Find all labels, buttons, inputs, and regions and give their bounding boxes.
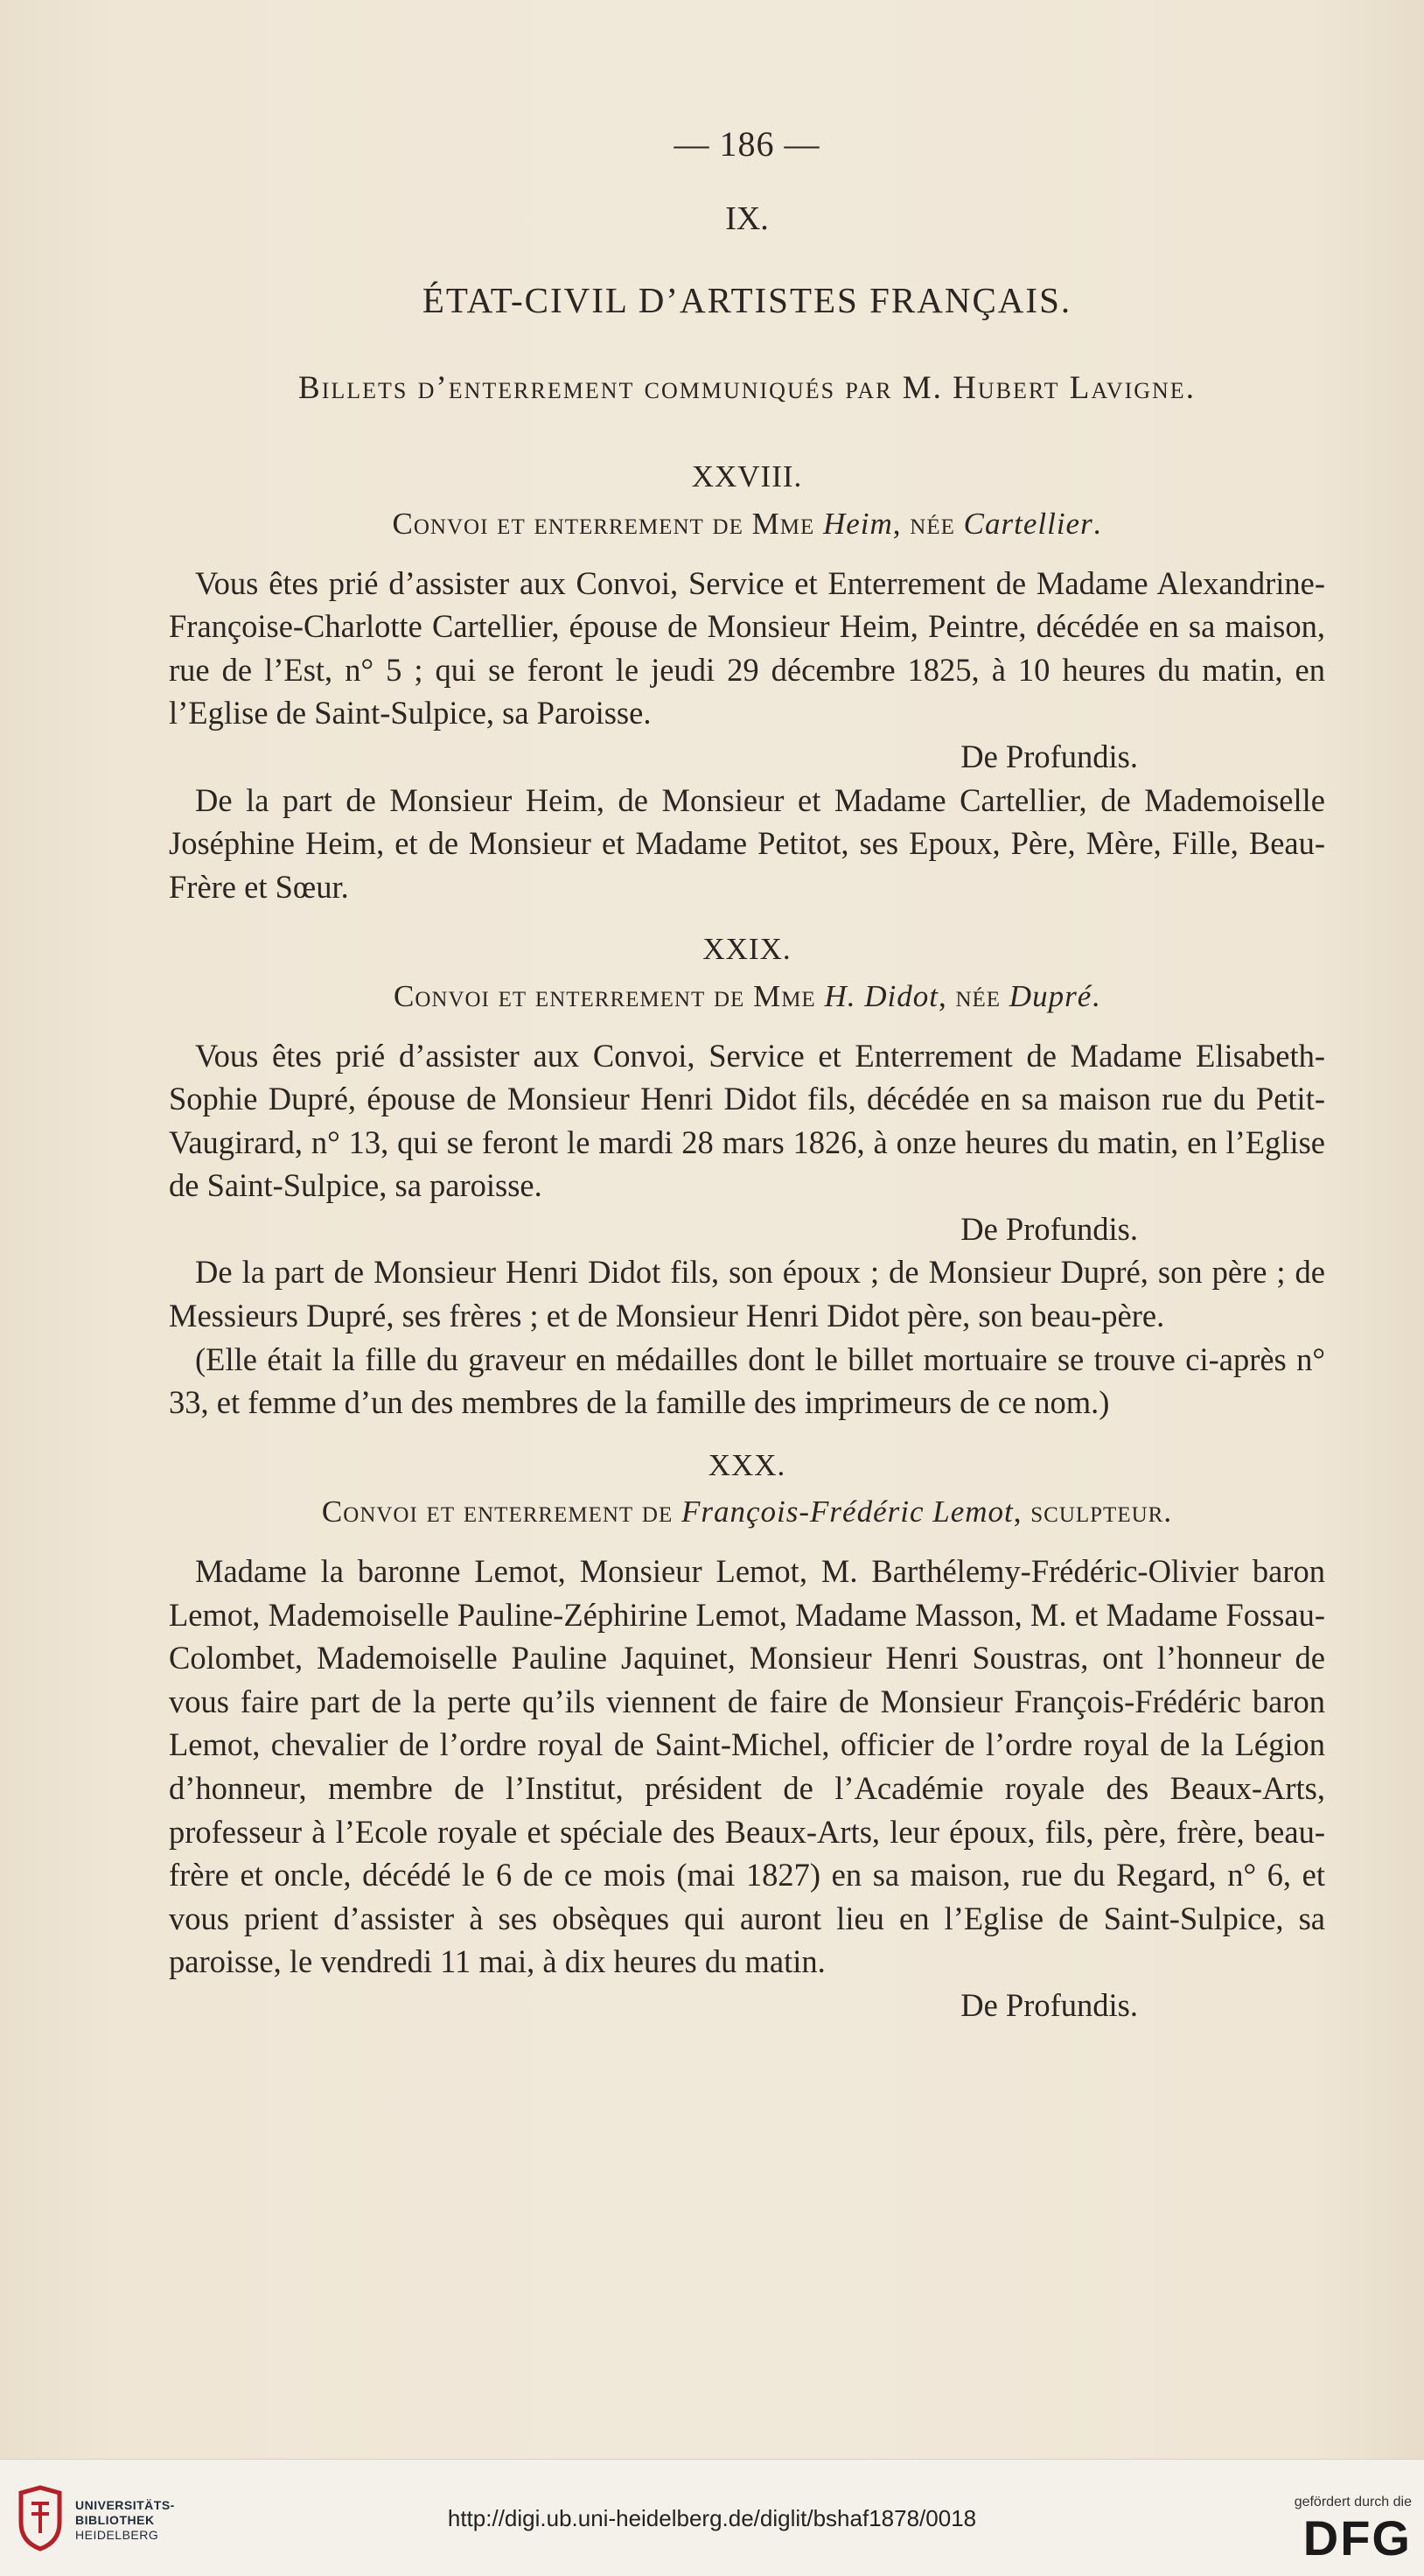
entry-note: (Elle était la fille du graveur en médailles dont le billet mortuaire se trouve ci-après n° 33, et femme d’un des membres de la famille des imprimeurs de ce nom.) [169,1340,1325,1421]
entry-heading: Convoi et enterrement de Mme H. Didot, née Dupré. [394,978,1100,1013]
entry-signature: De Profundis. [960,1986,1138,2023]
entry-signature: De Profundis. [960,738,1138,774]
entry-xxix [169,928,1325,1424]
entry-number: XXIX. [702,932,792,967]
page-content [169,122,1325,2027]
entry-xxviii [169,455,1325,908]
entry-paragraph: De la part de Monsieur Henri Didot fils, son époux ; de Monsieur Dupré, son père ; de Messieurs Dupré, ses frères ; et de Monsieur Henri Didot père, son beau-père. [169,1254,1325,1334]
dfg-logo[interactable]: DFG [1302,2510,1412,2566]
source-url-link[interactable]: http://digi.ub.uni-heidelberg.de/diglit/bshaf1878/0018 [447,2505,977,2531]
chapter-title: ÉTAT-CIVIL D’ARTISTES FRANÇAIS. [422,280,1072,321]
entry-number: XXVIII. [691,459,803,494]
university-library-logo[interactable]: UNIVERSITÄTS- BIBLIOTHEK HEIDELBERG [75,2498,175,2542]
viewer-footer [0,2459,1424,2576]
page-number: — 186 — [674,124,820,164]
entry-heading: Convoi et enterrement de François-Frédéric Lemot, sculpteur. [321,1494,1173,1530]
chapter-subtitle: Billets d’enterrement communiqués par M. Hubert Lavigne. [298,369,1196,406]
entry-signature: De Profundis. [960,1210,1138,1247]
entry-paragraph: Vous êtes prié d’assister aux Convoi, Service et Enterrement de Madame Alexandrine-Françoise-Charlotte Cartellier, épouse de Monsieur Heim, Peintre, décédée en sa maison, rue de l’Est, n° 5 ; qui se feront le jeudi 29 décembre 1825, à 10 heures du matin, en l’Eglise de Saint-Sulpice, sa Paroisse. [169,564,1325,732]
dfg-caption: gefördert durch die [1294,2495,1412,2510]
entry-paragraph: Vous êtes prié d’assister aux Convoi, Service et Enterrement de Madame Elisabeth-Sophie Dupré, épouse de Monsieur Henri Didot fils, décédée en sa maison rue du Petit-Vaugirard, n° 13, qui se feront le mardi 28 mars 1826, à onze heures du matin, en l’Eglise de Saint-Sulpice, sa paroisse. [169,1037,1325,1204]
entry-number: XXX. [708,1447,786,1482]
entry-xxx [169,1444,1325,2027]
entry-paragraph: De la part de Monsieur Heim, de Monsieur et Madame Cartellier, de Mademoiselle Joséphine Heim, et de Monsieur et Madame Petitot, ses Epoux, Père, Mère, Fille, Beau-Frère et Sœur. [169,781,1325,905]
entry-paragraph: Madame la baronne Lemot, Monsieur Lemot, M. Barthélemy-Frédéric-Olivier baron Lemot, Mademoiselle Pauline-Zéphirine Lemot, Madame Masson, M. et Madame Fossau-Colombet, Mademoiselle Pauline Jaquinet, Monsieur Henri Soustras, ont l’honneur de vous faire part de la perte qu’ils viennent de faire de Monsieur François-Frédéric baron Lemot, chevalier de l’ordre royal de Saint-Michel, officier de l’ordre royal de la Légion d’honneur, membre de l’Institut, président de l’Académie royale des Beaux-Arts, professeur à l’Ecole royale et spéciale des Beaux-Arts, leur époux, fils, père, frère, beau-frère et oncle, décédé le 6 de ce mois (mai 1827) en sa maison, rue du Regard, n° 6, et vous prient d’assister à ses obsèques qui auront lieu en l’Eglise de Saint-Sulpice, sa paroisse, le vendredi 11 mai, à dix heures du matin. [169,1553,1325,1980]
section-number: IX. [725,200,769,237]
entry-heading: Convoi et enterrement de Mme Heim, née Cartellier. [392,506,1102,541]
